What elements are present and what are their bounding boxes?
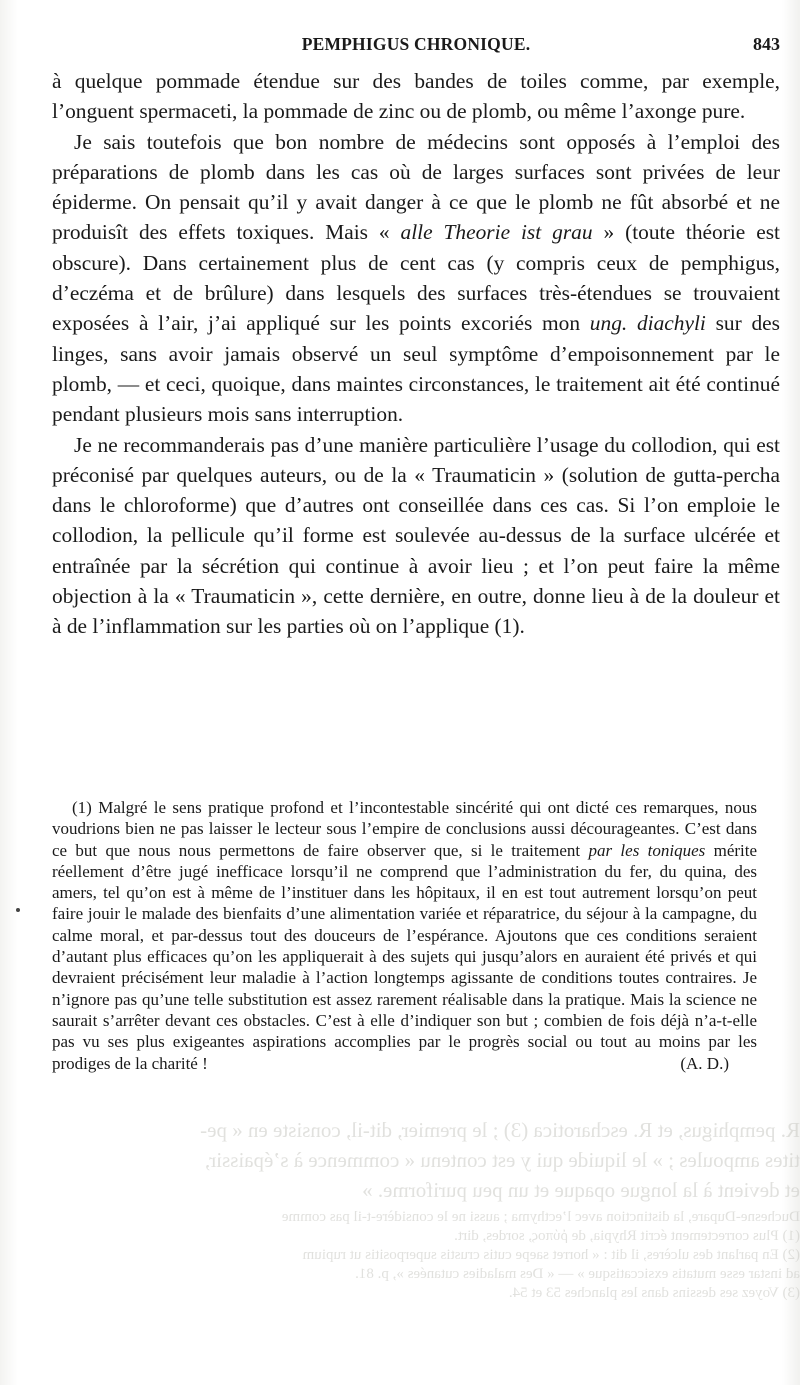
margin-dot (16, 908, 20, 912)
text-run: » (toute théorie est obscure). Dans certainement plus de cent cas (y compris ceux de pemphigus, d’eczéma et de brûlure) dans lesquels des surfaces très-étendues se trouvaient exposées à l’air, j’ai appliqué sur les points excoriés mon (52, 220, 780, 336)
show-through-line: et devient à la longue opaque et un peu puriforme. » (362, 1178, 800, 1202)
footnote (52, 797, 757, 1074)
text-run: Je sais toutefois que bon nombre de médecins sont opposés à l’emploi des préparations de plomb dans les cas où de larges surfaces sont privées de leur épiderme. On pensait qu’il y avait danger à ce que le plomb ne fût absorbé et ne produisît des effets toxiques. Mais « (52, 129, 780, 245)
show-through-text (40, 1115, 800, 1205)
show-through-line: (2) En parlant des ulcères, il dit : « horret saepe cutis crustis superpositis ut rupium (302, 1247, 800, 1263)
show-through-line: R. pemphigus, et R. escharotica (3) ; le premier, dit-il, consiste en « pe- (200, 1118, 800, 1142)
show-through-line: Duchesne-Dupare, la distinction avec l’ecthyma ; aussi ne le considère-t-il pas comme (281, 1209, 800, 1225)
show-through-line: (1) Plus correctement écrit Rhypia, de ῥύπος, sordes, dirt. (454, 1228, 800, 1244)
paragraph-continuation: à quelque pommade étendue sur des bandes de toiles comme, par exemple, l’onguent spermaceti, la pommade de zinc ou de plomb, ou même l’axonge pure. (52, 69, 780, 124)
running-title: PEMPHIGUS CHRONIQUE. (301, 34, 531, 54)
italic-remedy: ung. diachyli (589, 311, 706, 336)
paragraph-lead-poisoning (52, 127, 780, 430)
footnote-text: (1) Malgré le sens pratique profond et l’incontestable sincérité qui ont dicté ces remarques, nous voudrions bien ne pas laisser le lecteur sous l’empire de conclusions aussi décourageantes. C’est dans ce but que nous nous permettons de faire observer que, si le traitement (52, 798, 757, 860)
show-through-line: tites ampoules ; » le liquide qui y est contenu « commence à s’épaissir, (204, 1148, 800, 1172)
body-text (52, 66, 780, 642)
paragraph-collodion: Je ne recommanderais pas d’une manière particulière l’usage du collodion, qui est préconisé par quelques auteurs, ou de la « Traumaticin » (solution de gutta-percha dans le chloroforme) que d’autres ont conseillée dans ces cas. Si l’on emploie le collodion, la pellicule qu’il forme est soulevée au-dessus de la surface ulcérée et entraînée par la sécrétion qui continue à avoir lieu ; et l’on peut faire la même objection à la « Traumaticin », cette dernière, en outre, donne lieu à de la douleur et à de l’inflammation sur les parties où on l’applique (1). (52, 432, 780, 639)
footnote-text: mérite réellement d’être jugé inefficace lorsqu’il ne comprend que l’administration du fer, du quina, des amers, tel qu’on est à même de l’instituer dans les hôpitaux, il en est tout autrement lorsqu’on peut faire jouir le malade des bienfaits d’une alimentation variée et réparatrice, du séjour à la campagne, du calme moral, et par-dessus tout des douceurs de l’espérance. Ajoutons que ces conditions seraient d’autant plus efficaces qu’on les appliquerait à des sujets qui jusqu’alors en auraient été privés et qui devraient précisément leur maladie à l’action longtemps agissante de conditions toutes contraires. Je n’ignore pas qu’une telle substitution est assez rarement réalisable dans la pratique. Mais la science ne saurait s’arrêter devant ces obstacles. C’est à elle d’indiquer son but ; combien de fois déjà n’a-t-elle pas vu ses plus exigeantes aspirations accomplies par le progrès social ou tout au moins par les prodiges de la charité ! (52, 840, 758, 1073)
show-through-notes (40, 1208, 800, 1303)
text-run: sur des linges, sans avoir jamais observé un seul symptôme d’empoisonnement par le plomb, — et ceci, quoique, dans maintes circonstances, le traitement ait été continué pendant plusieurs mois sans interruption. (52, 311, 780, 427)
page-number: 843 (753, 34, 780, 54)
show-through-line: (3) Voyez ses dessins dans les planches 53 et 54. (508, 1285, 800, 1301)
running-head (52, 34, 780, 60)
footnote-signature: (A. D.) (680, 1053, 729, 1073)
italic-quote: alle Theorie ist grau (400, 220, 593, 245)
footnote-italic: par les toniques (588, 840, 706, 860)
show-through-line: ad instar esse mutatis exsiccatisque » — « Des maladies cutanées », p. 81. (355, 1266, 800, 1282)
